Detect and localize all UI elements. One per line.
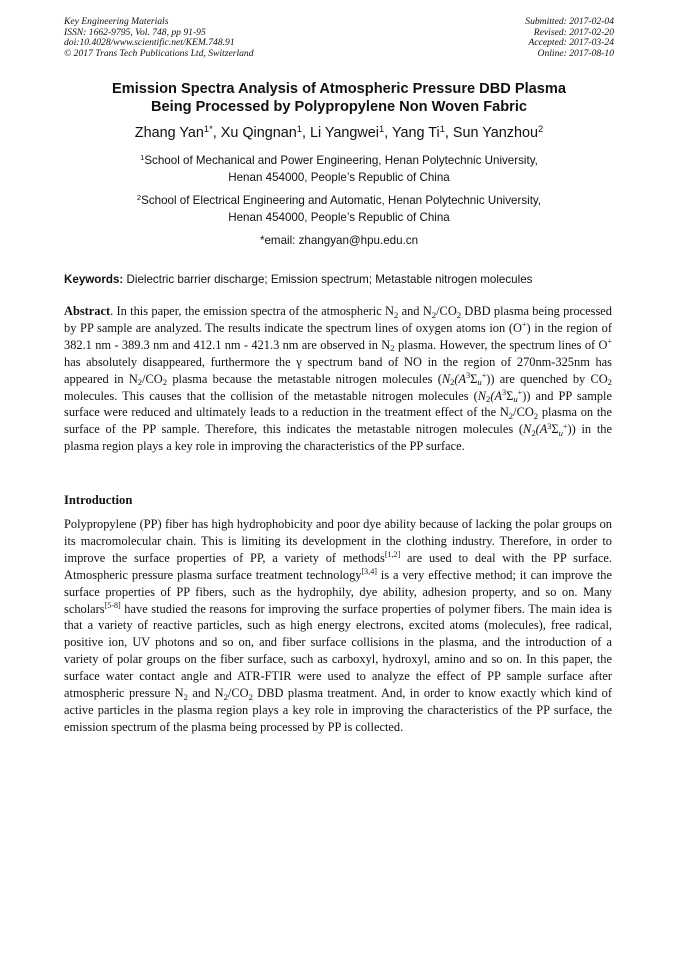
subscript: 2 bbox=[223, 691, 228, 702]
abstract-text: has absolutely disappeared, furthermore the γ spectrum band of NO in the region of 270nm-325nm has appeared in N bbox=[64, 354, 612, 386]
author-name: Yang Ti bbox=[391, 125, 440, 141]
author-list bbox=[40, 124, 638, 142]
subscript: 2 bbox=[137, 377, 143, 388]
formula-part: (A bbox=[535, 422, 548, 437]
journal-copyright: © 2017 Trans Tech Publications Ltd, Switzerland bbox=[64, 47, 254, 59]
formula-part: )) bbox=[522, 388, 531, 403]
subscript: 2 bbox=[393, 309, 399, 320]
subscript: 2 bbox=[533, 411, 539, 422]
keywords-label: Keywords: bbox=[64, 273, 124, 286]
metastable-nitrogen-formula bbox=[474, 389, 531, 403]
formula-part: (A bbox=[490, 388, 503, 403]
introduction-paragraph bbox=[64, 516, 612, 736]
abstract-text: plasma. However, the spectrum lines of O bbox=[394, 337, 608, 352]
keywords bbox=[64, 272, 624, 288]
abstract-label: Abstract bbox=[64, 304, 111, 318]
affiliation-line: School of Electrical Engineering and Automatic, Henan Polytechnic University, bbox=[141, 194, 542, 207]
formula-part: 2 bbox=[531, 427, 536, 438]
abstract-text: /CO bbox=[513, 405, 534, 420]
superscript: + bbox=[521, 320, 527, 330]
author-affil-mark: 1 bbox=[379, 123, 385, 134]
formula-part: )) bbox=[486, 371, 495, 386]
author-separator: , bbox=[444, 125, 453, 141]
date-online: Online: 2017-08-10 bbox=[537, 47, 614, 59]
citation-ref[interactable]: [3,4] bbox=[361, 567, 377, 577]
body-text: DBD plasma treatment. And, in order to know exactly which kind of active particles in the plasma region plays a key role in improving the characteristics of the PP surface, the emission spectrum of the plasma being processed by PP is collected. bbox=[64, 686, 612, 734]
formula-part: Σ bbox=[470, 371, 478, 386]
subscript: 2 bbox=[183, 691, 188, 702]
formula-part: Σ bbox=[506, 388, 514, 403]
formula-part: ( bbox=[473, 388, 478, 403]
abstract-text: molecules. This causes that the collision of the metastable nitrogen molecules bbox=[64, 388, 474, 403]
formula-part: (A bbox=[454, 371, 467, 386]
subscript: 2 bbox=[607, 377, 612, 388]
date-accepted: Accepted: 2017-03-24 bbox=[528, 37, 614, 48]
body-text: /CO bbox=[227, 686, 249, 701]
formula-part: 3 bbox=[466, 371, 471, 381]
paper-title bbox=[40, 80, 638, 116]
subscript: 2 bbox=[248, 691, 253, 702]
journal-header-left bbox=[64, 17, 254, 59]
title-line-1: Emission Spectra Analysis of Atmospheric Pressure DBD Plasma bbox=[112, 81, 566, 97]
corresponding-email[interactable]: *email: zhangyan@hpu.edu.cn bbox=[259, 234, 419, 247]
body-text: Polypropylene (PP) fiber has high hydrophobicity and poor dye ability because of lacking the polar groups on its macromolecular chain. This is limiting its development in the clothing industry. Therefore, in order to improve the surface properties of PP, a variety of methods bbox=[64, 517, 612, 565]
formula-part: u bbox=[477, 377, 482, 388]
affiliation-line: Henan 454000, People’s Republic of China bbox=[228, 211, 450, 224]
author-name: Sun Yanzhou bbox=[452, 125, 538, 141]
affiliation-line: Henan 454000, People’s Republic of China bbox=[228, 171, 450, 184]
formula-part: + bbox=[481, 371, 487, 381]
author-separator: , bbox=[301, 125, 310, 141]
citation-ref[interactable]: [1,2] bbox=[384, 550, 401, 560]
author-affil-mark: 2 bbox=[538, 123, 544, 134]
abstract-text: DBD plasma being processed by PP sample are analyzed. The results indicate the spectrum lines of oxygen atoms ion (O bbox=[64, 304, 612, 335]
subscript: 2 bbox=[431, 309, 437, 320]
formula-part: 2 bbox=[450, 377, 455, 388]
formula-part: + bbox=[562, 421, 568, 431]
affiliation-1 bbox=[40, 152, 638, 186]
abstract-text: in the plasma region plays a key role in improving the characteristics of the PP surface. bbox=[64, 422, 612, 454]
formula-part: N bbox=[477, 388, 487, 403]
formula-part: ( bbox=[437, 371, 442, 386]
keywords-text: Dielectric barrier discharge; Emission spectrum; Metastable nitrogen molecules bbox=[123, 273, 533, 286]
affiliation-mark: 1 bbox=[140, 152, 145, 162]
author-name: Zhang Yan bbox=[134, 125, 204, 141]
metastable-nitrogen-formula bbox=[519, 422, 576, 436]
formula-part: 3 bbox=[502, 388, 507, 398]
subscript: 2 bbox=[456, 309, 462, 320]
date-revised: Revised: 2017-02-20 bbox=[533, 26, 614, 38]
journal-header-right bbox=[525, 17, 614, 59]
journal-doi: doi:10.4028/www.scientific.net/KEM.748.91 bbox=[64, 37, 235, 48]
formula-part: 2 bbox=[486, 394, 491, 405]
journal-name: Key Engineering Materials bbox=[64, 16, 169, 27]
formula-part: u bbox=[558, 427, 563, 438]
formula-part: + bbox=[517, 388, 523, 398]
abstract-text: and PP sample surface were reduced and ultimately leads to a reduction in the treatment effect of the N bbox=[64, 388, 612, 420]
formula-part: N bbox=[523, 422, 532, 437]
metastable-nitrogen-formula bbox=[438, 372, 495, 386]
author-affil-mark: 1 bbox=[439, 123, 445, 134]
author-separator: , bbox=[384, 125, 392, 141]
body-text: have studied the reasons for improving the surface properties of polymer fibers. The main idea is that a variety of reactive particles, such as high energy electrons, excited atoms (molecules), free radical, positive ion, UV photons and so on, and fiber surface collisions in the plasma, and the introduction of a variety of polar groups on the fiber surface, such as carboxyl, hydroxyl, amino and so on. In this paper, the surface water contact angle and ATR-FTIR were used to analyze the effect of PP sample surface after atmospheric pressure N bbox=[64, 601, 612, 701]
section-heading-introduction: Introduction bbox=[64, 493, 133, 507]
formula-part: )) bbox=[567, 422, 576, 437]
date-submitted: Submitted: 2017-02-04 bbox=[525, 16, 614, 27]
subscript: 2 bbox=[508, 411, 514, 422]
author-name: Xu Qingnan bbox=[220, 125, 297, 141]
abstract-text: plasma on the surface of the PP sample. Therefore, this indicates the metastable nitrogen molecules bbox=[64, 405, 612, 437]
formula-part: u bbox=[513, 394, 518, 405]
abstract-text: and N bbox=[398, 304, 432, 318]
author-separator: , bbox=[212, 125, 221, 141]
formula-part: Σ bbox=[551, 422, 559, 437]
formula-part: ( bbox=[518, 422, 524, 437]
author-affil-mark: 1 bbox=[296, 123, 302, 134]
formula-part: 3 bbox=[547, 421, 552, 431]
abstract-text: . In this paper, the emission spectra of the atmospheric N bbox=[110, 304, 394, 318]
subscript: 2 bbox=[162, 377, 168, 388]
subscript: 2 bbox=[390, 343, 395, 354]
body-text: is a very effective method; it can improve the surface properties of PP fibers, such as the hydrophily, dye ability, adhesion property, and so on. Many scholars bbox=[64, 567, 612, 616]
affiliation-2 bbox=[40, 192, 638, 226]
abstract-text: ) in the region of 382.1 nm - 389.3 nm and 412.1 nm - 421.3 nm are observed in N bbox=[64, 320, 612, 352]
abstract-text: /CO bbox=[142, 371, 163, 386]
abstract-text: /CO bbox=[436, 304, 457, 318]
formula-part: N bbox=[441, 371, 451, 386]
affiliation-mark: 2 bbox=[136, 192, 142, 202]
author-affil-mark: 1* bbox=[203, 123, 213, 134]
abstract-text: plasma because the metastable nitrogen molecules bbox=[167, 371, 438, 386]
abstract bbox=[64, 303, 612, 455]
abstract-text: are quenched by CO bbox=[494, 371, 608, 386]
title-line-2: Being Processed by Polypropylene Non Woven Fabric bbox=[150, 99, 528, 115]
body-text: are used to deal with the PP surface. Atmospheric pressure plasma surface treatment technology bbox=[64, 550, 612, 582]
journal-issn: ISSN: 1662-9795, Vol. 748, pp 91-95 bbox=[64, 26, 206, 38]
superscript: + bbox=[607, 337, 612, 347]
author-name: Li Yangwei bbox=[309, 125, 380, 141]
citation-ref[interactable]: [5-8] bbox=[104, 601, 121, 611]
affiliation-line: School of Mechanical and Power Engineering, Henan Polytechnic University, bbox=[144, 154, 538, 167]
body-text: and N bbox=[187, 686, 224, 701]
